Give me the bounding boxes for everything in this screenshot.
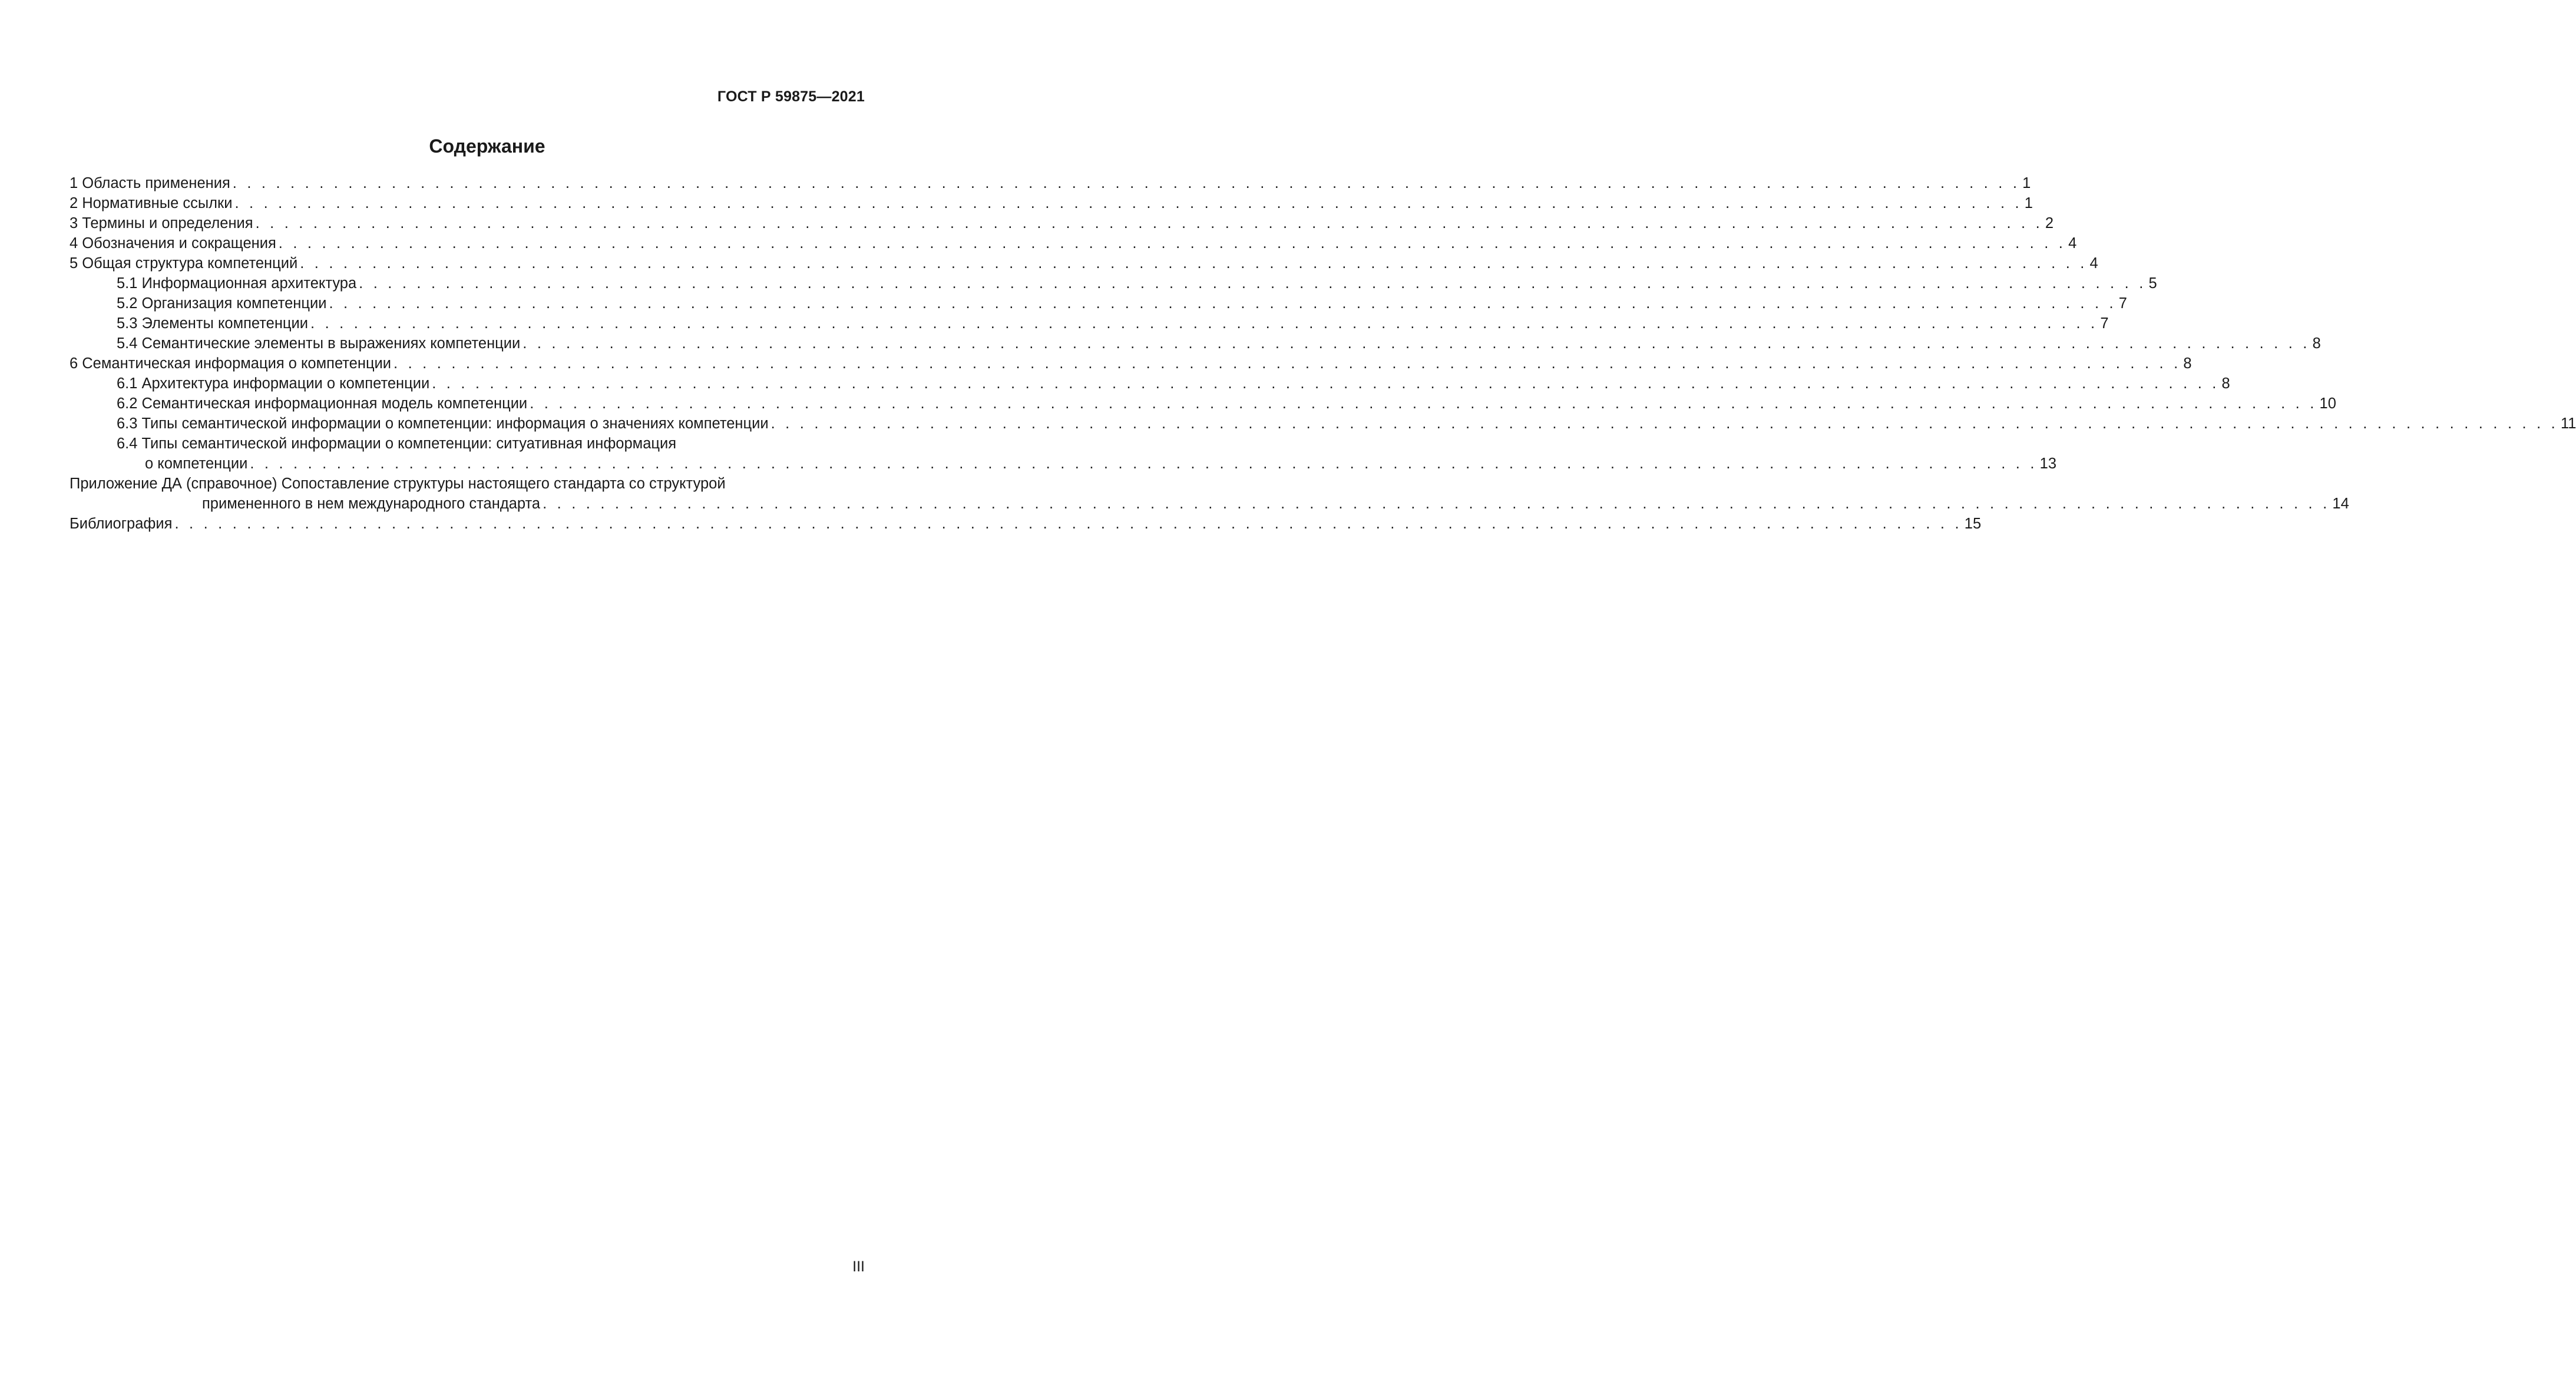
toc-entry-text-line-1: Приложение ДА (справочное) Сопоставление структуры настоящего стандарта со структурой [70,475,726,492]
toc-entry-text: 6 Семантическая информация о компетенции [70,355,392,372]
dot-leader [329,293,2116,313]
toc-entry-4[interactable] [70,233,2077,253]
toc-entry-6-4[interactable] [70,434,2057,474]
toc-entry-text: 6.3 Типы семантической информации о компетенции: информация о значениях компетенции [117,415,769,432]
toc-entry-text: 3 Термины и определения [70,215,253,232]
toc-page-number: 1 [2022,175,2031,191]
dot-leader [174,514,1962,534]
toc-title: Содержание [429,136,545,157]
toc-page-number: 13 [2039,455,2057,472]
dot-leader [543,494,2330,514]
dot-leader [359,273,2146,293]
dot-leader [233,173,2020,193]
toc-entry-text: 6.1 Архитектура информации о компетенции [117,375,430,392]
toc-page-number: 8 [2221,375,2230,392]
dot-leader [256,213,2043,233]
dot-leader [250,454,2037,474]
toc-page-number: 5 [2148,275,2157,292]
toc-entry-3[interactable] [70,213,2054,233]
document-code: ГОСТ Р 59875—2021 [717,88,865,105]
toc-entry-text-line-2: примененного в нем международного стандарта [202,495,541,512]
toc-entry-bibliography[interactable] [70,514,1982,534]
dot-leader [523,333,2310,353]
page-folio: III [852,1258,865,1275]
toc-entry-6-3[interactable] [70,414,2576,434]
toc-page-number: 7 [2100,315,2109,332]
toc-page-number: 4 [2089,255,2098,272]
dot-leader [771,414,2558,434]
toc-entry-text: 1 Область применения [70,175,230,191]
toc-entry-text: 5.3 Элементы компетенции [117,315,309,332]
toc-entry-2[interactable] [70,193,2033,213]
toc-entry-appendix-da[interactable] [70,474,2349,514]
toc-entry-text-line-1: 6.4 Типы семантической информации о компетенции: ситуативная информация [117,435,677,452]
toc-page-number: 8 [2183,355,2192,372]
toc-page-number: 10 [2319,395,2336,412]
toc-entry-1[interactable] [70,173,2031,193]
toc-entry-5-1[interactable] [70,273,2157,293]
toc-entry-last-line [117,454,2056,474]
toc-page-number: 14 [2332,495,2349,512]
toc-entry-5-4[interactable] [70,333,2321,353]
toc-page-number: 4 [2068,235,2077,252]
toc-entry-5-2[interactable] [70,293,2127,313]
toc-page-number: 8 [2312,335,2321,352]
toc-entry-text: 5.1 Информационная архитектура [117,275,357,292]
toc-page-number: 15 [1964,515,1982,532]
dot-leader [234,193,2022,213]
toc-entry-6-2[interactable] [70,394,2336,414]
toc-entry-text-line-2: о компетенции [145,455,248,472]
toc-entry-5-3[interactable] [70,313,2109,333]
toc-entry-text: 4 Обозначения и сокращения [70,235,276,252]
toc-page-number: 7 [2118,295,2127,312]
dot-leader [300,253,2087,273]
toc-entry-text: 5.2 Организация компетенции [117,295,327,312]
toc-entry-text: Библиография [70,515,173,532]
toc-entry-text: 2 Нормативные ссылки [70,195,233,212]
toc-entry-6[interactable] [70,353,2192,374]
dot-leader [530,394,2317,414]
toc-page-number: 1 [2024,195,2033,212]
toc-entry-text: 5 Общая структура компетенций [70,255,298,272]
toc-entry-text: 6.2 Семантическая информационная модель компетенции [117,395,528,412]
dot-leader [393,353,2181,374]
toc-page-number: 11 [2560,415,2576,432]
dot-leader [279,233,2066,253]
toc-entry-body [117,434,2056,474]
toc-page-number: 2 [2045,215,2054,232]
toc-entry-6-1[interactable] [70,374,2230,394]
toc-entry-5[interactable] [70,253,2098,273]
toc-entry-last-line [70,494,2349,514]
dot-leader [432,374,2219,394]
toc-entry-body [70,474,2349,514]
toc-entry-text: 5.4 Семантические элементы в выражениях компетенции [117,335,521,352]
table-of-contents [70,173,2576,534]
dot-leader [310,313,2098,333]
